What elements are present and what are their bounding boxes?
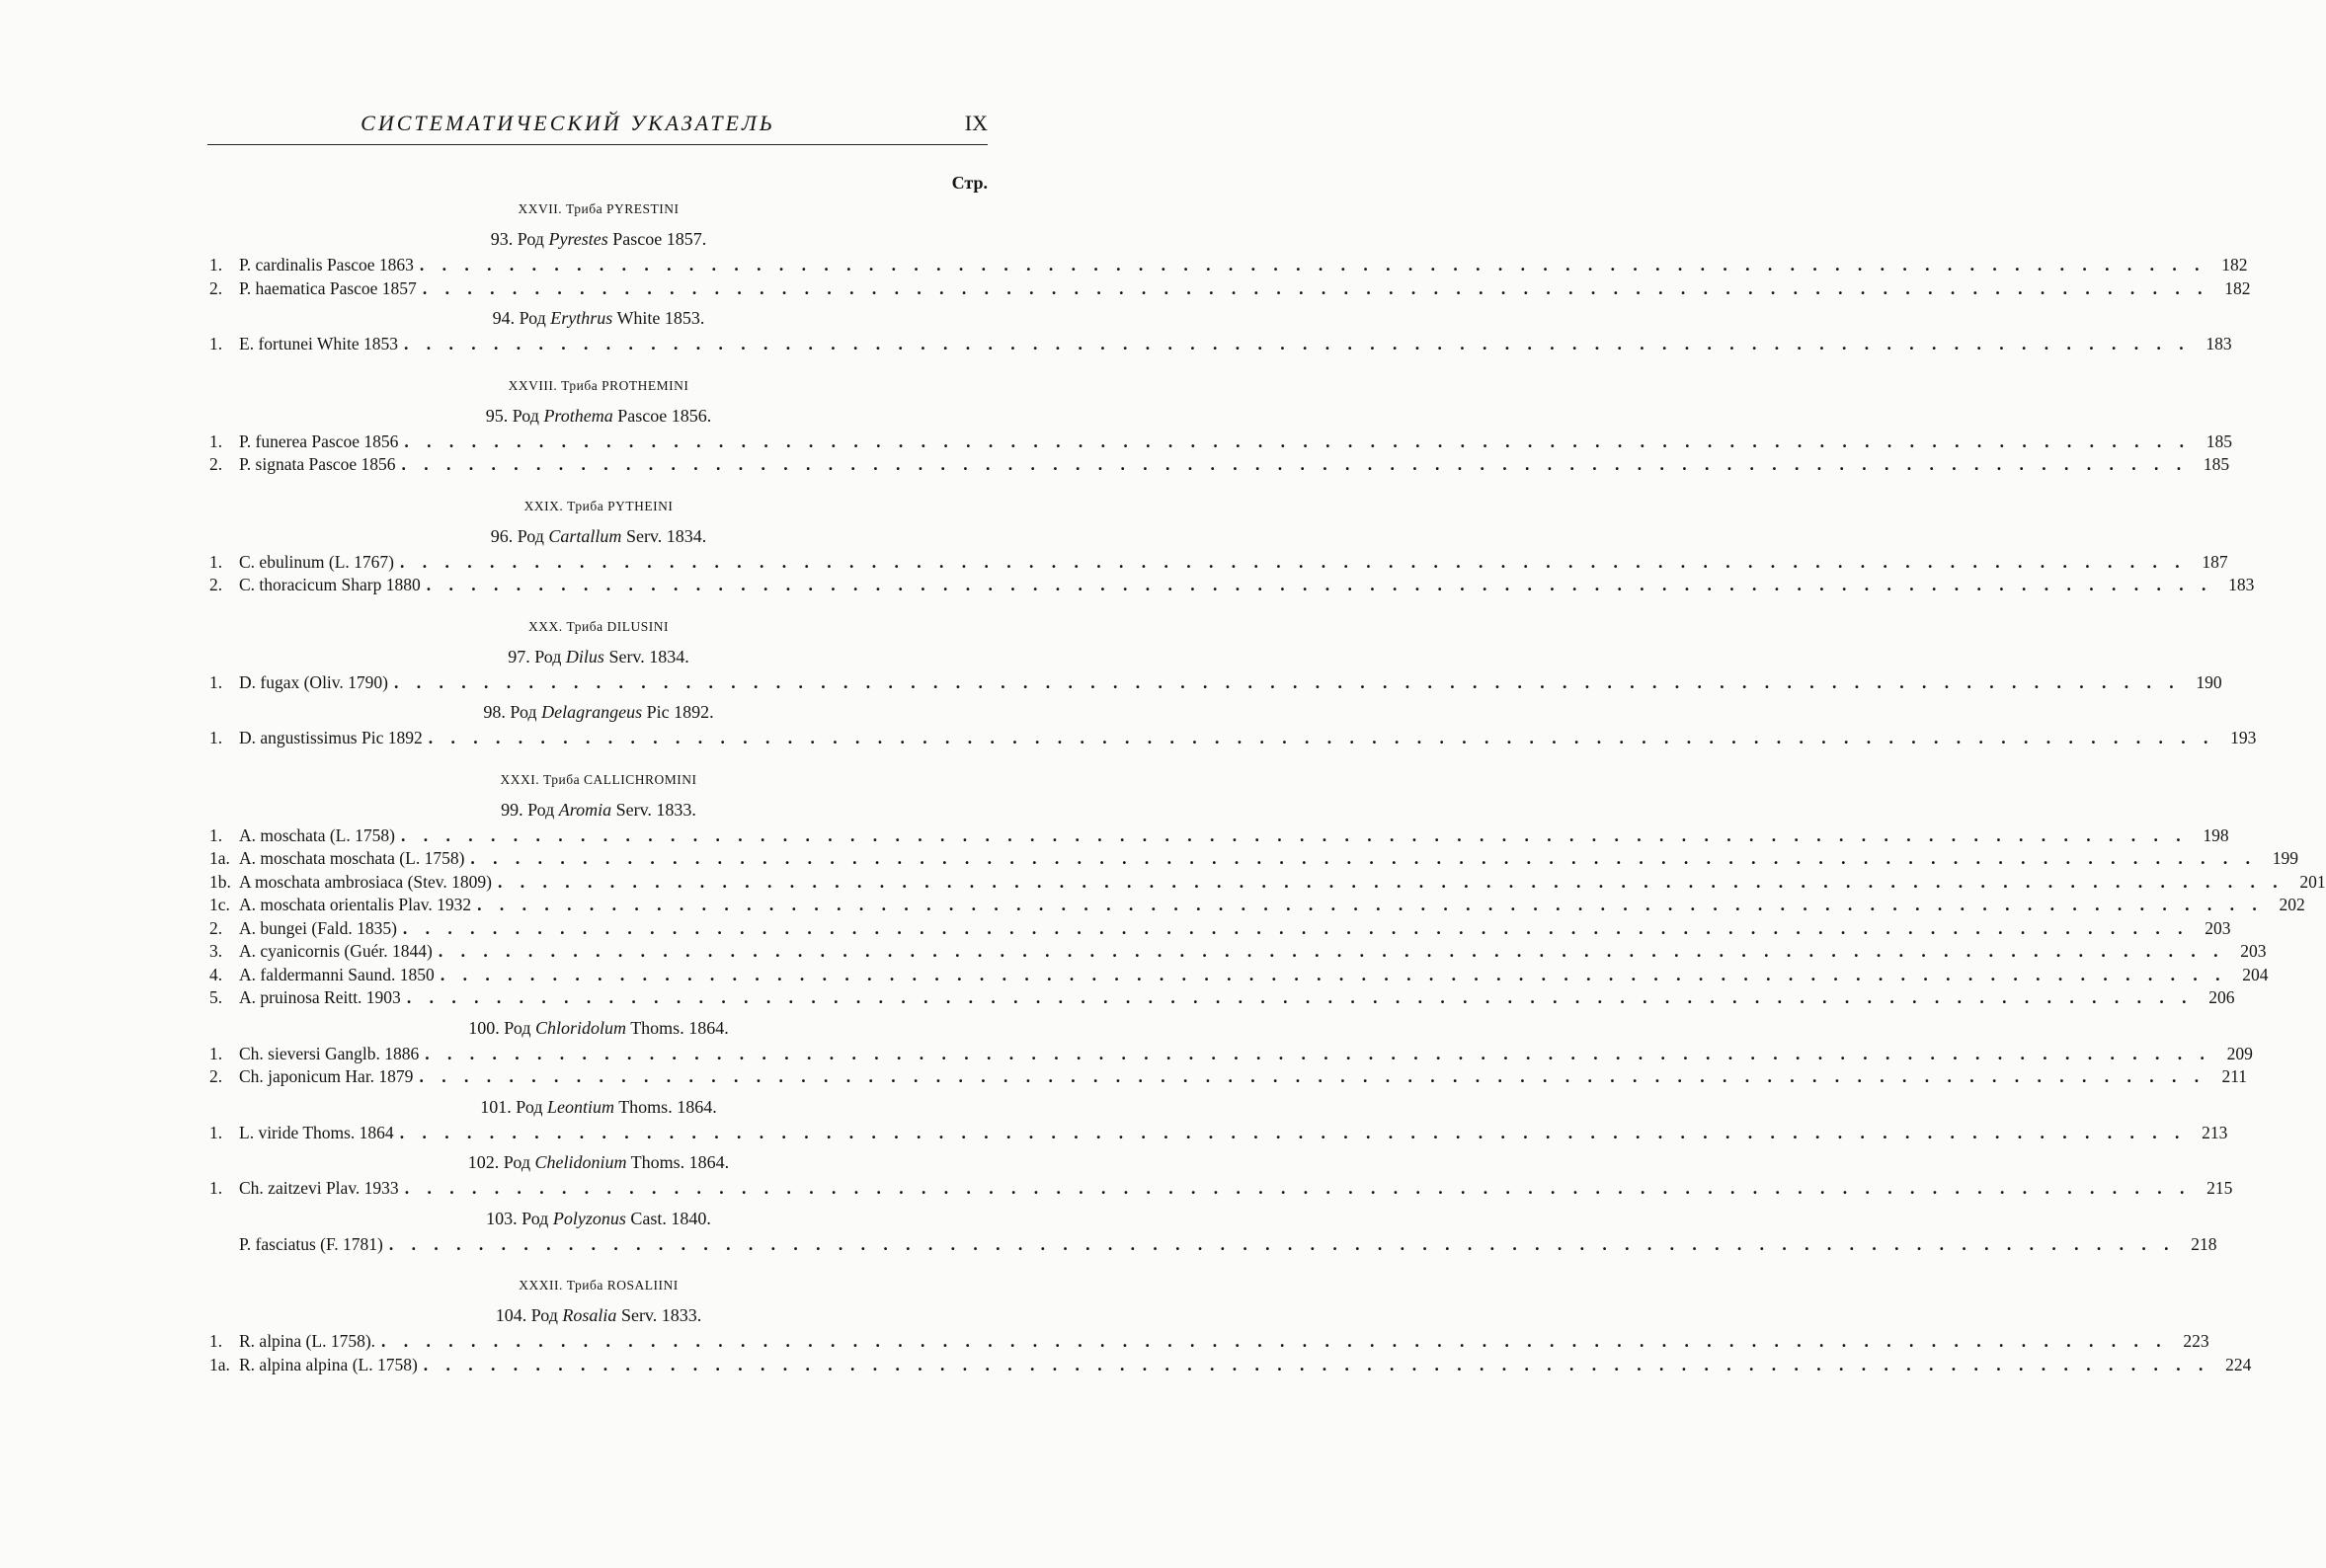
index-entry	[209, 1330, 2209, 1354]
entry-species: P. signata Pascoe 1856	[239, 454, 396, 474]
leader-dots: . . . . . . . . . . . . . . . . . . . . . . . . . . . . . . . . . . . . . . . . . . . . . . . . . . . . . . . . . . . . . . . . . . . . . . . . . . . . . . . .	[400, 824, 2188, 845]
entry-species: A. faldermanni Saund. 1850	[239, 964, 435, 984]
genus-heading	[209, 229, 988, 250]
index-entry	[209, 277, 2251, 301]
entry-number: 1.	[209, 551, 223, 572]
genus-heading	[209, 800, 988, 821]
running-header	[207, 111, 988, 144]
entry-species: A. pruinosa Reitt. 1903	[239, 987, 401, 1007]
genus-author: Thoms. 1864.	[626, 1152, 730, 1172]
entry-number: 1b.	[209, 871, 231, 892]
entry-number: 2.	[209, 454, 223, 474]
entry-number: 1.	[209, 1043, 223, 1063]
tribe-heading: XXX. Триба DILUSINI	[528, 618, 669, 634]
entry-page: 203	[2205, 917, 2231, 938]
entry-number: 1.	[209, 671, 223, 692]
entry-species: R. alpina alpina (L. 1758)	[239, 1354, 418, 1374]
genus-heading	[209, 526, 988, 547]
genus-heading	[209, 406, 988, 427]
tribe-heading: XXVIII. Триба PROTHEMINI	[508, 377, 689, 393]
entry-number: 1a.	[209, 1354, 230, 1374]
entry-species: L. viride Thoms. 1864	[239, 1122, 394, 1142]
genus-author: Serv. 1833.	[616, 1305, 702, 1325]
genus-heading	[209, 1097, 988, 1118]
leader-dots: . . . . . . . . . . . . . . . . . . . . . . . . . . . . . . . . . . . . . . . . . . . . . . . . . . . . . . . . . . . . . . . . . . . . . . . . . . . . . . . .	[419, 255, 2206, 274]
entry-page: 183	[2206, 334, 2232, 353]
tribe-heading: XXXI. Триба CALLICHROMINI	[500, 771, 697, 787]
genus-author: Serv. 1834.	[621, 525, 707, 546]
genus-name: Pyrestes	[548, 229, 608, 249]
index-entry	[209, 1354, 2252, 1377]
tribe-heading: XXXII. Триба ROSALIINI	[519, 1278, 679, 1293]
genus-heading	[209, 1018, 988, 1039]
index-entry	[209, 1065, 2248, 1089]
leader-dots: . . . . . . . . . . . . . . . . . . . . . . . . . . . . . . . . . . . . . . . . . . . . . . . . . . . . . . . . . . . . . . . . . . . . . . . . . . . . . . . .	[406, 987, 2194, 1007]
leader-dots: . . . . . . . . . . . . . . . . . . . . . . . . . . . . . . . . . . . . . . . . . . . . . . . . . . . . . . . . . . . . . . . . . . . . . . . . . . . . . . . .	[399, 1122, 2187, 1142]
genus-name: Rosalia	[562, 1305, 617, 1325]
entry-page: 203	[2240, 941, 2267, 961]
entry-page: 199	[2272, 848, 2299, 868]
genus-author: Thoms. 1864.	[614, 1096, 717, 1117]
entry-page: 204	[2242, 964, 2269, 984]
leader-dots: . . . . . . . . . . . . . . . . . . . . . . . . . . . . . . . . . . . . . . . . . . . . . . . . . . . . . . . . . . . . . . . . . . . . . . . . . . . . . . . .	[404, 431, 2191, 451]
genus-author: Pascoe 1856.	[612, 405, 712, 426]
index-entry	[209, 551, 2228, 575]
leader-dots: . . . . . . . . . . . . . . . . . . . . . . . . . . . . . . . . . . . . . . . . . . . . . . . . . . . . . . . . . . . . . . . . . . . . . . . . . . . . . . . .	[404, 1178, 2192, 1198]
entry-number: 1.	[209, 824, 223, 845]
entry-page: 185	[2206, 431, 2232, 451]
header-page-number: IX	[964, 111, 988, 135]
entry-page: 190	[2196, 671, 2222, 692]
index-entry	[209, 871, 2326, 895]
entry-page: 206	[2208, 987, 2235, 1007]
entry-species: A. moschata (L. 1758)	[239, 824, 395, 845]
entry-page: 211	[2221, 1066, 2248, 1086]
genus-heading	[209, 308, 988, 329]
entry-page: 209	[2226, 1043, 2253, 1063]
genus-heading	[209, 1152, 988, 1173]
leader-dots: . . . . . . . . . . . . . . . . . . . . . . . . . . . . . . . . . . . . . . . . . . . . . . . . . . . . . . . . . . . . . . . . . . . . . . . . . . . . . . . .	[423, 1354, 2210, 1374]
genus-name: Leontium	[547, 1096, 615, 1117]
entry-species: P. cardinalis Pascoe 1863	[239, 255, 414, 274]
entry-page: 213	[2202, 1122, 2228, 1142]
entry-page: 223	[2183, 1331, 2209, 1351]
genus-number: 104. Род	[495, 1305, 563, 1325]
entry-page: 218	[2191, 1233, 2217, 1254]
entry-page: 185	[2203, 454, 2230, 474]
index-entry	[209, 847, 2299, 871]
genus-author: White 1853.	[612, 308, 705, 328]
leader-dots: . . . . . . . . . . . . . . . . . . . . . . . . . . . . . . . . . . . . . . . . . . . . . . . . . . . . . . . . . . . . . . . . . . . . . . . . . . . . . . . .	[497, 871, 2285, 892]
entry-number: 1.	[209, 255, 223, 274]
index-entry	[209, 431, 2232, 454]
genus-number: 97. Род	[508, 646, 566, 666]
entry-species: P. haematica Pascoe 1857	[239, 277, 417, 298]
entry-page: 182	[2221, 255, 2248, 274]
entry-page: 193	[2230, 728, 2257, 747]
genus-number: 93. Род	[490, 229, 549, 249]
genus-number: 98. Род	[483, 702, 542, 722]
entry-number: 2.	[209, 575, 223, 594]
entry-number: 1.	[209, 1331, 223, 1351]
entry-number: 1.	[209, 1178, 223, 1198]
entry-species: Ch. sieversi Ganglb. 1886	[239, 1043, 420, 1063]
index-entry	[209, 333, 2232, 356]
leader-dots: . . . . . . . . . . . . . . . . . . . . . . . . . . . . . . . . . . . . . . . . . . . . . . . . . . . . . . . . . . . . . . . . . . . . . . . . . . . . . . . .	[470, 848, 2258, 868]
entry-page: 198	[2203, 824, 2229, 845]
entry-page: 187	[2202, 551, 2228, 572]
entry-page: 183	[2228, 575, 2255, 594]
header-title: СИСТЕМАТИЧЕСКИЙ УКАЗАТЕЛЬ	[361, 111, 775, 135]
index-content	[209, 188, 2326, 1384]
genus-number: 96. Род	[490, 525, 549, 546]
genus-number: 95. Род	[485, 405, 544, 426]
leader-dots: . . . . . . . . . . . . . . . . . . . . . . . . . . . . . . . . . . . . . . . . . . . . . . . . . . . . . . . . . . . . . . . . . . . . . . . . . . . . . . . .	[401, 454, 2189, 474]
entry-page: 201	[2299, 871, 2326, 892]
index-entry	[209, 1122, 2228, 1145]
entry-number: 3.	[209, 941, 223, 961]
leader-dots: . . . . . . . . . . . . . . . . . . . . . . . . . . . . . . . . . . . . . . . . . . . . . . . . . . . . . . . . . . . . . . . . . . . . . . . . . . . . . . . .	[426, 575, 2213, 594]
genus-number: 103. Род	[486, 1208, 553, 1228]
entry-page: 202	[2279, 895, 2305, 914]
index-entry	[209, 986, 2235, 1010]
genus-number: 100. Род	[468, 1017, 535, 1038]
entry-number: 1.	[209, 334, 223, 353]
entry-species: A. moschata moschata (L. 1758)	[239, 848, 465, 868]
genus-name: Delagrangeus	[541, 702, 643, 722]
genus-name: Prothema	[543, 405, 613, 426]
entry-number: 1c.	[209, 895, 230, 914]
index-entry	[209, 453, 2230, 477]
leader-dots: . . . . . . . . . . . . . . . . . . . . . . . . . . . . . . . . . . . . . . . . . . . . . . . . . . . . . . . . . . . . . . . . . . . . . . . . . . . . . . . .	[400, 551, 2187, 572]
entry-page: 224	[2225, 1354, 2252, 1374]
index-entry	[209, 574, 2255, 597]
genus-number: 102. Род	[467, 1152, 535, 1172]
genus-number: 94. Род	[492, 308, 551, 328]
entry-species: A moschata ambrosiaca (Stev. 1809)	[239, 871, 492, 892]
leader-dots: . . . . . . . . . . . . . . . . . . . . . . . . . . . . . . . . . . . . . . . . . . . . . . . . . . . . . . . . . . . . . . . . . . . . . . . . . . . . . . . .	[402, 917, 2190, 938]
genus-number: 101. Род	[480, 1096, 547, 1117]
entry-species: Ch. zaitzevi Plav. 1933	[239, 1178, 399, 1198]
leader-dots: . . . . . . . . . . . . . . . . . . . . . . . . . . . . . . . . . . . . . . . . . . . . . . . . . . . . . . . . . . . . . . . . . . . . . . . . . . . . . . . .	[425, 1043, 2211, 1063]
entry-number: 2.	[209, 277, 223, 298]
leader-dots: . . . . . . . . . . . . . . . . . . . . . . . . . . . . . . . . . . . . . . . . . . . . . . . . . . . . . . . . . . . . . . . . . . . . . . . . . . . . . . . .	[381, 1331, 2168, 1351]
genus-author: Pascoe 1857.	[607, 229, 707, 249]
entry-species: P. funerea Pascoe 1856	[239, 431, 399, 451]
entry-species: C. thoracicum Sharp 1880	[239, 575, 421, 594]
genus-author: Cast. 1840.	[625, 1208, 711, 1228]
leader-dots: . . . . . . . . . . . . . . . . . . . . . . . . . . . . . . . . . . . . . . . . . . . . . . . . . . . . . . . . . . . . . . . . . . . . . . . . . . . . . . . .	[419, 1066, 2206, 1086]
genus-name: Chloridolum	[535, 1017, 627, 1038]
index-entry	[209, 727, 2257, 750]
entry-page: 215	[2206, 1178, 2233, 1198]
genus-heading	[209, 1305, 988, 1326]
tribe-heading: XXIX. Триба PYTHEINI	[523, 498, 674, 513]
index-entry	[209, 894, 2305, 917]
genus-name: Aromia	[558, 799, 612, 820]
leader-dots: . . . . . . . . . . . . . . . . . . . . . . . . . . . . . . . . . . . . . . . . . . . . . . . . . . . . . . . . . . . . . . . . . . . . . . . . . . . . . . . .	[438, 941, 2225, 961]
genus-author: Thoms. 1864.	[626, 1017, 729, 1038]
tribe-heading: XXVII. Триба PYRESTINI	[518, 201, 680, 216]
genus-heading	[209, 702, 988, 723]
page-column-label: Стр.	[951, 173, 988, 193]
entry-species: D. angustissimus Pic 1892	[239, 728, 423, 747]
genus-author: Serv. 1833.	[611, 799, 696, 820]
entry-number: 1a.	[209, 848, 230, 868]
entry-number: 1.	[209, 1122, 223, 1142]
entry-number: 2.	[209, 917, 223, 938]
leader-dots: . . . . . . . . . . . . . . . . . . . . . . . . . . . . . . . . . . . . . . . . . . . . . . . . . . . . . . . . . . . . . . . . . . . . . . . . . . . . . . . .	[404, 334, 2191, 353]
index-entry	[209, 254, 2248, 277]
index-entry	[209, 964, 2269, 987]
leader-dots: . . . . . . . . . . . . . . . . . . . . . . . . . . . . . . . . . . . . . . . . . . . . . . . . . . . . . . . . . . . . . . . . . . . . . . . . . . . . . . . .	[388, 1233, 2176, 1254]
genus-author: Pic 1892.	[642, 702, 714, 722]
entry-species: A. cyanicornis (Guér. 1844)	[239, 941, 433, 961]
genus-name: Chelidonium	[534, 1152, 627, 1172]
leader-dots: . . . . . . . . . . . . . . . . . . . . . . . . . . . . . . . . . . . . . . . . . . . . . . . . . . . . . . . . . . . . . . . . . . . . . . . . . . . . . . . .	[394, 671, 2181, 692]
entry-species: A. moschata orientalis Plav. 1932	[239, 895, 472, 914]
entry-species: R. alpina (L. 1758).	[239, 1331, 376, 1351]
genus-number: 99. Род	[501, 799, 559, 820]
index-entry	[209, 1177, 2233, 1201]
genus-heading	[209, 1209, 988, 1229]
leader-dots: . . . . . . . . . . . . . . . . . . . . . . . . . . . . . . . . . . . . . . . . . . . . . . . . . . . . . . . . . . . . . . . . . . . . . . . . . . . . . . . .	[477, 895, 2264, 914]
leader-dots: . . . . . . . . . . . . . . . . . . . . . . . . . . . . . . . . . . . . . . . . . . . . . . . . . . . . . . . . . . . . . . . . . . . . . . . . . . . . . . . .	[428, 728, 2215, 747]
entry-number: 1.	[209, 431, 223, 451]
entry-number: 4.	[209, 964, 223, 984]
index-entry	[209, 940, 2267, 964]
index-entry	[209, 917, 2231, 941]
genus-name: Dilus	[565, 646, 604, 666]
leader-dots: . . . . . . . . . . . . . . . . . . . . . . . . . . . . . . . . . . . . . . . . . . . . . . . . . . . . . . . . . . . . . . . . . . . . . . . . . . . . . . . .	[440, 964, 2227, 984]
entry-species: E. fortunei White 1853	[239, 334, 399, 353]
genus-author: Serv. 1834.	[603, 646, 689, 666]
leader-dots: . . . . . . . . . . . . . . . . . . . . . . . . . . . . . . . . . . . . . . . . . . . . . . . . . . . . . . . . . . . . . . . . . . . . . . . . . . . . . . . .	[422, 277, 2209, 298]
entry-number: 5.	[209, 987, 223, 1007]
index-entry	[209, 824, 2229, 848]
genus-heading	[209, 647, 988, 667]
index-entry	[209, 1233, 2217, 1257]
entry-species: D. fugax (Oliv. 1790)	[239, 671, 388, 692]
entry-number: 1.	[209, 728, 223, 747]
genus-name: Polyzonus	[552, 1208, 626, 1228]
header-rule	[207, 144, 988, 145]
entry-species: Ch. japonicum Har. 1879	[239, 1066, 414, 1086]
entry-number: 2.	[209, 1066, 223, 1086]
genus-name: Erythrus	[550, 308, 613, 328]
index-entry	[209, 671, 2222, 695]
index-entry	[209, 1043, 2253, 1066]
entry-page: 182	[2224, 277, 2251, 298]
genus-name: Cartallum	[548, 525, 622, 546]
entry-species: C. ebulinum (L. 1767)	[239, 551, 394, 572]
entry-species: A. bungei (Fald. 1835)	[239, 917, 397, 938]
entry-species: P. fasciatus (F. 1781)	[239, 1233, 383, 1254]
